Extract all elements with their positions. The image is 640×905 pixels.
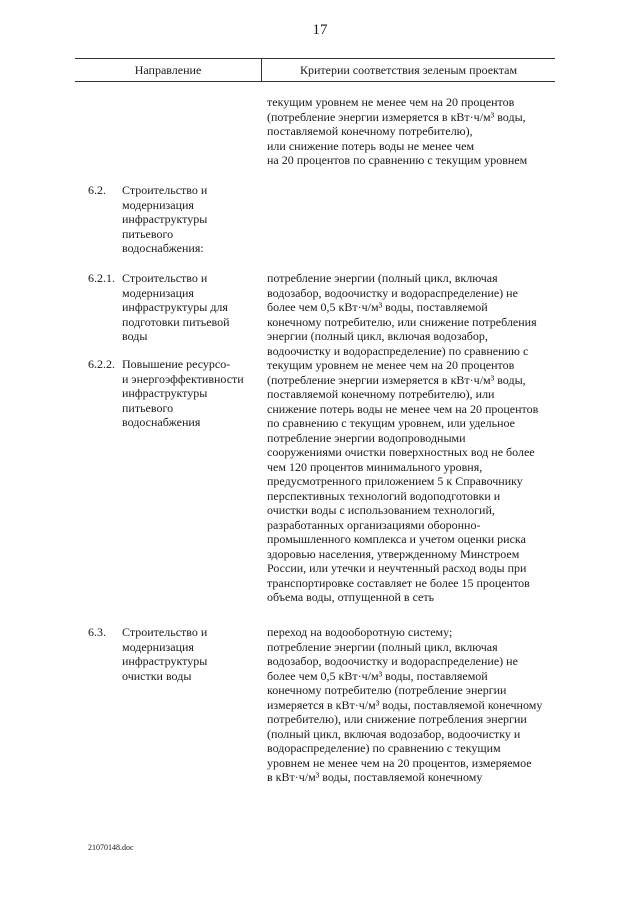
row-number-6-2: 6.2. <box>88 183 106 197</box>
header-criteria: Критерии соответствия зеленым проектам <box>299 63 518 77</box>
continuation-criteria: текущим уровнем не менее чем на 20 процентов (потребление энергии измеряется в кВт·ч/м³ воды, поставляемой конечному потребителю), или снижение потерь воды не менее чем на 20 процентов по сравнению с текущим уровнем <box>267 95 528 167</box>
criteria-6-3: переход на водооборотную систему; потребление энергии (полный цикл, включая водозабор, водоочистку и водораспределение) не более чем 0,5 кВт·ч/м³ воды, поставляемой конечному потребителю (потребление энергии измеряется в кВт·ч/м³ воды, поставляемой конечному потребителю), или снижение потребления энергии (полный цикл, включая водозабор, водоочистку и водораспределение) по сравнению с текущим уровнем не менее чем на 20 процентов, измеряемое в кВт·ч/м³ воды, поставляемой конечному <box>267 625 543 784</box>
row-number-6-2-1: 6.2.1. <box>88 271 115 285</box>
row-name-6-2-2: Повышение ресурсо- и энергоэффективности инфраструктуры питьевого водоснабжения <box>122 357 244 429</box>
row-name-6-3: Строительство и модернизация инфраструктуры очистки воды <box>122 625 208 683</box>
table-header <box>75 58 555 82</box>
document-footer: 21070148.doc <box>88 843 134 852</box>
row-number-6-3: 6.3. <box>88 625 106 639</box>
row-name-6-2-1: Строительство и модернизация инфраструктуры для подготовки питьевой воды <box>122 271 230 343</box>
row-number-6-2-2: 6.2.2. <box>88 357 115 371</box>
page-number: 17 <box>312 22 328 38</box>
header-direction: Направление <box>134 63 202 77</box>
criteria-6-2-1-6-2-2: потребление энергии (полный цикл, включая водозабор, водоочистку и водораспределение) не более чем 0,5 кВт·ч/м³ воды, поставляемой конечному потребителю, или снижение потребления энергии (полный цикл, включая водозабор, водоочистку и водораспределение) по сравнению с текущим уровнем не менее чем на 20 процентов (потребление энергии измеряется в кВт·ч/м³ воды, поставляемой конечному потребителю), или снижение потерь воды не менее чем на 20 процентов по сравнению с текущим уровнем, или удельное потребление энергии водопроводными сооружениями очистки поверхностных вод не более чем 120 процентов минимального уровня, предусмотренного приложением 5 к Справочнику перспективных технологий водоподготовки и очистки воды с использованием технологий, разработанных организациями оборонно- промышленного комплекса и учетом оценки риска здоровью населения, утвержденному Минстроем России, или утечки и неучтенный расход воды при транспортировке составляет не более 15 процентов объема воды, отпущенной в сеть <box>267 271 539 604</box>
row-name-6-2: Строительство и модернизация инфраструктуры питьевого водоснабжения: <box>122 183 208 255</box>
